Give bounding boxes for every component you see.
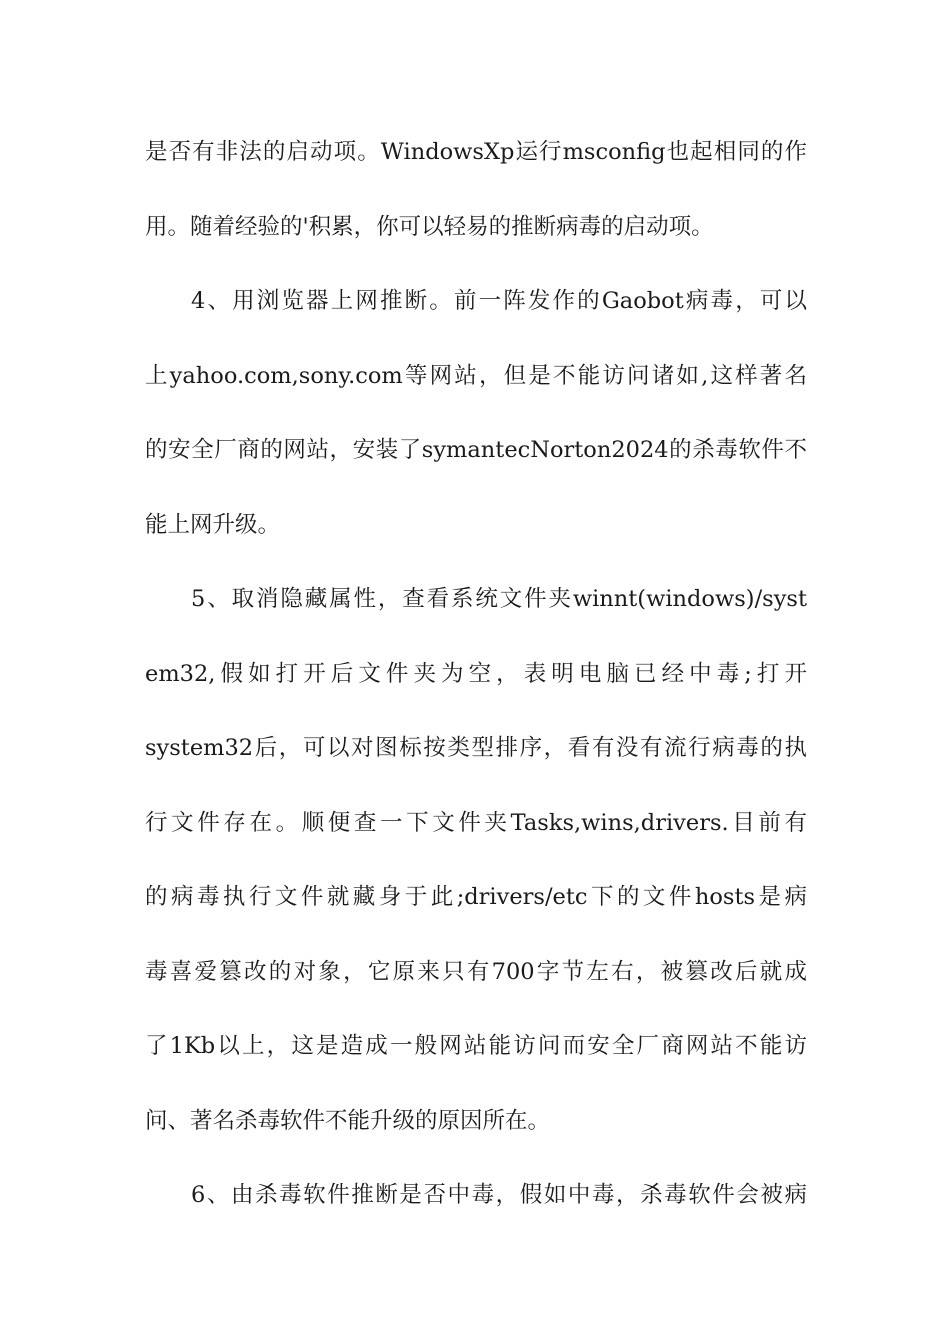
text-line: 4、用浏览器上网推断。前一阵发作的Gaobot病毒，可以: [191, 288, 807, 314]
document-body: [145, 115, 807, 1233]
text-line: 能上网升级。: [145, 511, 281, 538]
text-line: 的病毒执行文件就藏身于此;drivers/etc下的文件hosts是病: [145, 884, 807, 910]
text-line: em32,假如打开后文件夹为空，表明电脑已经中毒;打开: [145, 660, 807, 687]
text-line: 问、著名杀毒软件不能升级的原因所在。: [145, 1107, 551, 1134]
text-line: 了1Kb以上，这是造成一般网站能访问而安全厂商网站不能访: [145, 1033, 807, 1059]
text-line: 的安全厂商的网站，安装了symantecNorton2024的杀毒软件不: [145, 437, 807, 463]
text-line: 上yahoo.com,sony.com等网站，但是不能访问诸如,这样著名: [145, 362, 807, 389]
text-line: 5、取消隐藏属性，查看系统文件夹winnt(windows)/syst: [191, 586, 807, 612]
text-line: 是否有非法的启动项。WindowsXp运行msconfig也起相同的作: [145, 139, 807, 165]
text-line: system32后，可以对图标按类型排序，看有没有流行病毒的执: [145, 735, 807, 761]
text-line: 用。随着经验的'积累，你可以轻易的推断病毒的启动项。: [145, 213, 714, 240]
text-line: 行文件存在。顺便查一下文件夹Tasks,wins,drivers.目前有: [145, 809, 807, 836]
text-line: 毒喜爱篡改的对象，它原来只有700字节左右，被篡改后就成: [145, 958, 807, 985]
text-line: 6、由杀毒软件推断是否中毒，假如中毒，杀毒软件会被病: [191, 1182, 807, 1208]
